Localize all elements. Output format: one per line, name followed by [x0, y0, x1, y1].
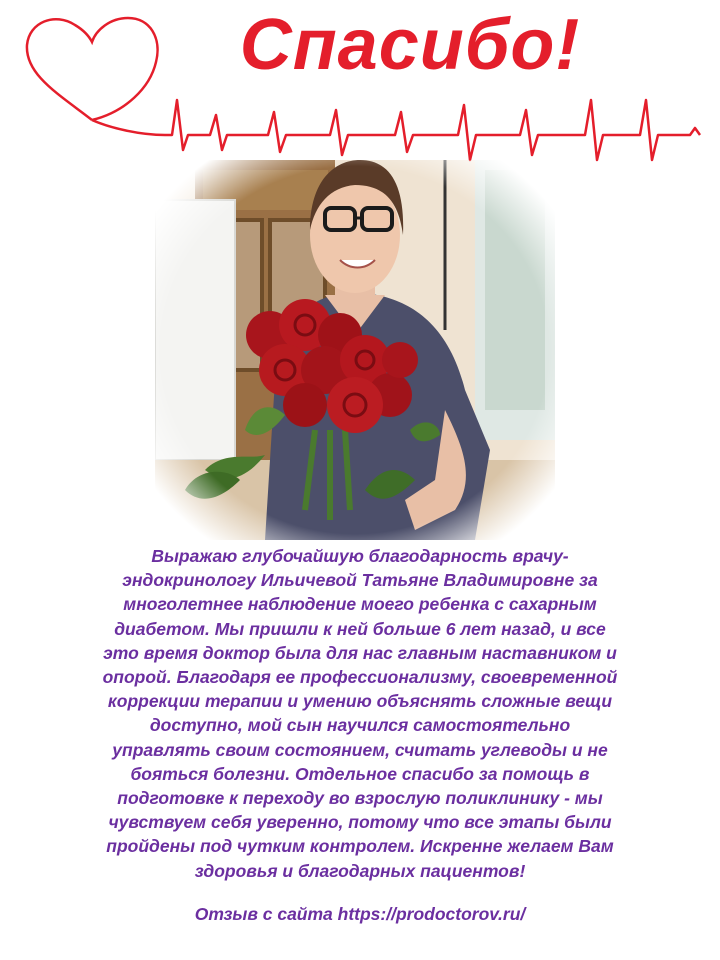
source-credit: Отзыв с сайта https://prodoctorov.ru/ [194, 904, 526, 924]
doctor-photo [155, 160, 555, 540]
message-line: подготовке к переходу во взрослую поликлинику - мы [117, 788, 603, 809]
message-line: диабетом. Мы пришли к ней больше 6 лет назад, и все [114, 618, 606, 639]
message-line: многолетнее наблюдение моего ребенка с сахарным [123, 594, 597, 615]
message-line: опорой. Благодаря ее профессионализму, своевременной [102, 667, 618, 688]
message-line: управлять своим состоянием, считать углеводы и не [112, 739, 608, 760]
page-title: Спасибо! [239, 5, 581, 85]
message-line: Выражаю глубочайшую благодарность врачу- [151, 546, 569, 566]
message-line: эндокринологу Ильичевой Татьяне Владимировне за [122, 570, 598, 591]
message-line: доступно, мой сын научился самостоятельно [149, 715, 571, 736]
message-line: бояться болезни. Отдельное спасибо за помощь в [130, 763, 590, 784]
thank-you-message [40, 544, 680, 883]
message-line: коррекции терапии и умению объяснять сложные вещи [107, 691, 613, 712]
message-line: здоровья и благодарных пациентов! [194, 860, 526, 881]
doctor-with-roses-photo-icon [155, 160, 555, 540]
message-line: пройдены под чутким контролем. Искренне желаем Вам [106, 836, 614, 857]
message-line: чувствуем себя уверенно, потому что все этапы были [108, 812, 612, 833]
message-line: это время доктор была для нас главным наставником и [103, 642, 617, 663]
header [0, 0, 720, 170]
